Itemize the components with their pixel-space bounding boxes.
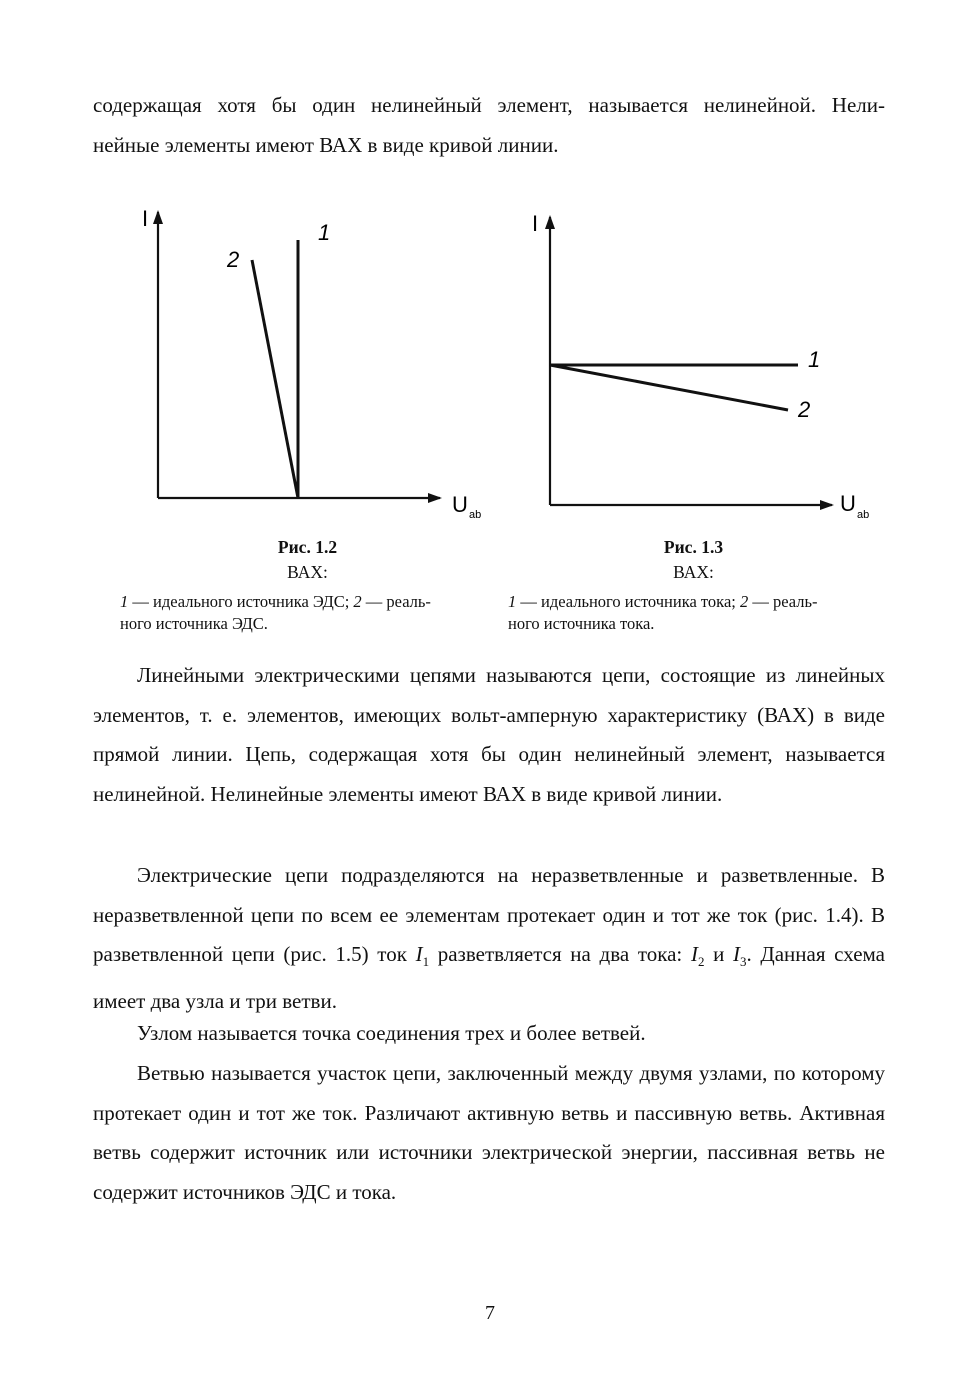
curve-2-label: 2 (227, 247, 240, 272)
figure-1-2 (130, 200, 490, 530)
figure-1-2-graph (130, 200, 490, 530)
figure-1-3-description-line1: 1 — идеального источника тока; 2 — реаль- (508, 592, 818, 611)
paragraph-linear-circuits: Линейными электрическими цепями называются цепи, состоящие из линейных элементов, т. е. элементов, имеющих вольт-амперную характеристику (ВАХ) в виде прямой линии. Цепь, содержащая хотя бы один нелинейный элемент, называется нелинейной. Нелинейные элементы имеют ВАХ в виде кривой линии. (93, 663, 885, 806)
figure-1-2-description (120, 591, 496, 635)
figure-1-3-description-line2: ного источника тока. (508, 614, 655, 633)
paragraph-branch-definition: Ветвью называется участок цепи, заключенный между двумя узлами, по которому протекает один и тот же ток. Различают активную ветвь и пассивную ветвь. Активная ветвь содержит источник или источники электрической энергии, пассивная ветвь не содержит источников ЭДС и тока. (93, 1061, 885, 1204)
top-paragraph-line2: нейные элементы имеют ВАХ в виде кривой линии. (93, 132, 559, 157)
figure-1-3-subtitle: ВАХ: (673, 562, 714, 582)
y-axis-label: I (142, 206, 149, 231)
figure-1-2-description-line2: ного источника ЭДС. (120, 614, 268, 633)
curve-1-label: 1 (808, 347, 821, 372)
paragraph-node-definition: Узлом называется точка соединения трех и более ветвей. (137, 1021, 646, 1045)
x-axis-label: U (840, 491, 856, 516)
page-number: 7 (485, 1302, 495, 1324)
figure-1-2-description-line1: 1 — идеального источника ЭДС; 2 — реаль- (120, 592, 431, 611)
figure-1-2-title: Рис. 1.2 (277, 537, 338, 557)
x-axis-label-subscript: ab (857, 509, 870, 521)
curve-2-line (550, 365, 788, 410)
paragraph-circuit-types: Электрические цепи подразделяются на неразветвленные и разветвленные. В неразветвленной цепи по всем ее элементам протекает один и тот же ток (рис. 1.4). В разветвленной цепи (рис. 1.5) ток $I_1$ разветвляется на два тока: $I_2$ и $I_3$. Данная схема имеет два узла и три ветви. (93, 863, 885, 1013)
curve-2-label: 2 (798, 397, 811, 422)
figure-1-3-title: Рис. 1.3 (663, 537, 724, 557)
top-paragraph-line1: содержащая хотя бы один нелинейный элемент, называется нелинейной. Нели- (93, 93, 885, 117)
top-paragraph (93, 86, 885, 165)
curve-1-label: 1 (318, 220, 331, 245)
figure-1-2-subtitle: ВАХ: (287, 562, 328, 582)
figure-1-3-graph (520, 205, 880, 535)
figure-1-3 (520, 205, 880, 535)
figure-1-3-description (508, 591, 884, 635)
x-axis-label: U (452, 492, 468, 517)
curve-2-line (252, 260, 298, 498)
x-axis-label-subscript: ab (469, 509, 482, 521)
y-axis-label: I (532, 211, 539, 236)
